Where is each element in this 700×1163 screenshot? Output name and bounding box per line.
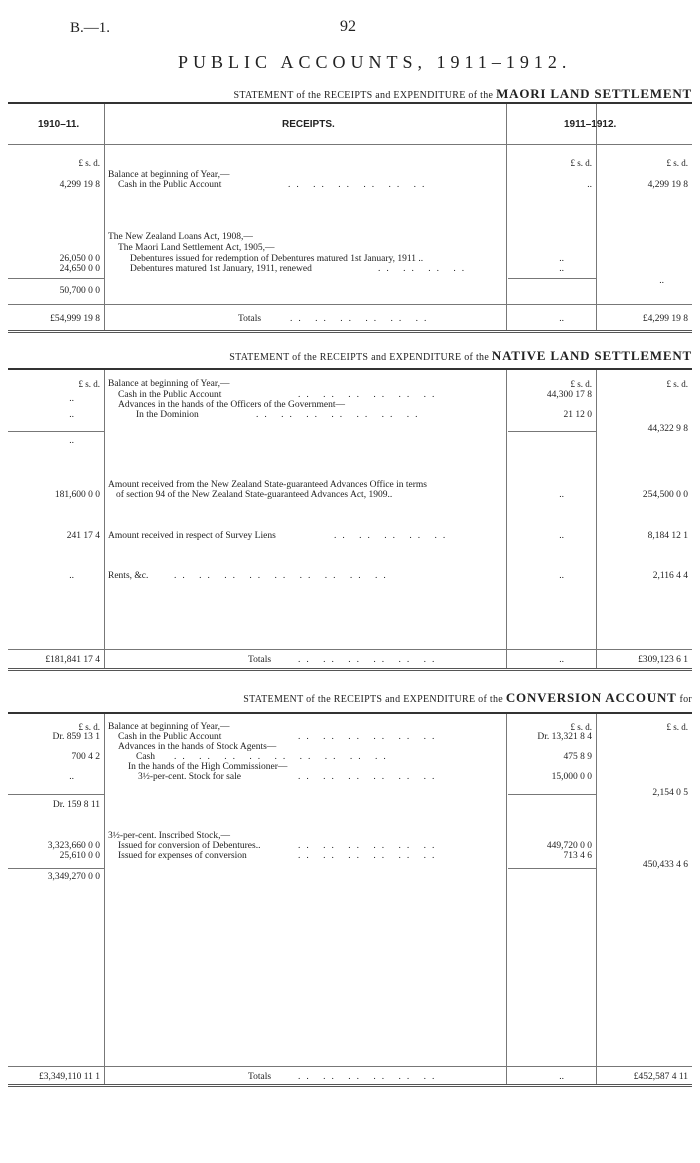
totals-label: Totals	[248, 655, 272, 665]
totals-total: £452,587 4 11	[633, 1072, 688, 1082]
balance-total: 44,322 9 8	[647, 424, 688, 434]
debentures-redemption-cur: ..	[559, 254, 564, 264]
dominion-cur: 21 12 0	[563, 410, 592, 420]
lsd-header-prev: £ s. d.	[78, 379, 100, 389]
rents-total: 2,116 4 4	[652, 571, 688, 581]
lsd-header-total: £ s. d.	[666, 379, 688, 389]
cash-prev: Dr. 859 13 1	[52, 732, 100, 742]
survey-liens-cur: ..	[559, 531, 564, 541]
totals-prev: £181,841 17 4	[45, 655, 100, 665]
rents-cur: ..	[559, 571, 564, 581]
balance-total: 2,154 0 5	[652, 788, 688, 798]
cash-label: Cash in the Public Account	[118, 180, 222, 190]
balance-label: Balance at beginning of Year,—	[108, 379, 230, 389]
native-statement-name: NATIVE LAND SETTLEMENT	[491, 348, 692, 363]
cash-cur: ..	[587, 180, 592, 190]
debentures-redemption-prev: 26,050 0 0	[59, 254, 100, 264]
survey-liens-label: Amount received in respect of Survey Liens	[108, 531, 276, 541]
totals-cur: ..	[559, 655, 564, 665]
maori-land-table: 1910–11. RECEIPTS. 1911–1912. £ s. d. £ s. d. £ s. d. Balance at beginning of Year,— 4,299 19 8 Cash in the Public Account .. .. .. .. .. .. .. 4,299 19 8 The New Zealand Loans Act, 1908,— The Maori Land Settlement Act, 1905,— Debentures issued for redemption of Debentures matured 1st January, 1911 .. 26,050 0 0 .. Debentures matured 1st January, 1911, renewed .. .. .. .. 24,650 0 0 .. 50,700 0 0 .. Totals .. .. .. .. .. .. £54,999 19 8 .. £4,299 19 8	[8, 102, 692, 331]
balance-subtotal-prev: Dr. 159 8 11	[52, 800, 100, 810]
balance-prev: 4,299 19 8	[59, 180, 100, 190]
col-header-1910-11: 1910–11.	[38, 119, 80, 130]
stock-for-sale-cur: 15,000 0 0	[551, 772, 592, 782]
lsd-header-total: £ s. d.	[666, 158, 688, 168]
conversion-debentures-label: Issued for conversion of Debentures..	[118, 841, 261, 851]
balance-label: Balance at beginning of Year,—	[108, 722, 230, 732]
conversion-expenses-label: Issued for expenses of conversion	[118, 851, 247, 861]
debentures-renewed-label: Debentures matured 1st January, 1911, renewed	[130, 264, 312, 274]
totals-label: Totals	[238, 314, 262, 324]
lsd-header-cur: £ s. d.	[570, 379, 592, 389]
advances-label: Advances in the hands of the Officers of the Government—	[118, 400, 345, 410]
agents-cash-prev: 700 4 2	[71, 752, 100, 762]
rents-prev: ..	[69, 571, 74, 581]
cash-prev: ..	[69, 394, 74, 404]
subtotal-prev: 50,700 0 0	[59, 286, 100, 296]
survey-liens-total: 8,184 12 1	[647, 531, 688, 541]
sgao-prev: 181,600 0 0	[54, 490, 100, 500]
lsd-header-prev: £ s. d.	[78, 722, 100, 732]
subtotal-total: ..	[659, 276, 664, 286]
native-land-table: £ s. d. Balance at beginning of Year,— £ s. d. £ s. d. Cash in the Public Account .. .. .. .. .. .. .. 44,300 17 8 Advances in the hands of the Officers of the Government— In the Dominion .. .. .. .. .. .. .. .. 21 12 0 .. 44,322 9 8 Amount received from the New Zealand State-guaranteed Advances Office in terms of section 94 of the New Zealand State-guaranteed Advances Act, 1909.. 181,600 0 0 .. 254,500 0 0 Amount received in respect of Survey Liens .. .. .. .. .. 241 17 4 .. 8,184 12 1 Rents, &c. .. .. .. .. .. .. .. .. .. .. .. 2,116 4 4 Totals .. .. .. .. .. .. £181,841 17 4 .. £309,123 6 1	[8, 368, 692, 669]
maori-statement-name: MAORI LAND SETTLEMENT	[496, 86, 692, 101]
maori-statement-title	[233, 86, 692, 102]
lsd-header-total: £ s. d.	[666, 722, 688, 732]
cash-label: Cash in the Public Account	[118, 732, 222, 742]
debentures-redemption-label: Debentures issued for redemption of Debentures matured 1st January, 1911 ..	[130, 254, 424, 264]
stock-for-sale-label: 3½-per-cent. Stock for sale	[138, 772, 241, 782]
dominion-label: In the Dominion	[136, 410, 199, 420]
sgao-total: 254,500 0 0	[642, 490, 688, 500]
cash-cur: Dr. 13,321 8 4	[537, 732, 592, 742]
conversion-expenses-cur: 713 4 6	[563, 851, 592, 861]
inscribed-stock-label: 3½-per-cent. Inscribed Stock,—	[108, 831, 230, 841]
totals-total: £309,123 6 1	[638, 655, 688, 665]
debentures-renewed-cur: ..	[559, 264, 564, 274]
lsd-header-cur: £ s. d.	[570, 158, 592, 168]
document-reference: B.—1.	[70, 20, 111, 36]
balance-subtotal-prev: ..	[69, 436, 74, 446]
conversion-debentures-cur: 449,720 0 0	[546, 841, 592, 851]
conversion-statement-suffix: for	[679, 694, 692, 705]
totals-prev: £3,349,110 11 1	[38, 1072, 100, 1082]
page-title: PUBLIC ACCOUNTS, 1911–1912.	[178, 52, 572, 72]
stock-agents-label: Advances in the hands of Stock Agents—	[118, 742, 277, 752]
native-statement-title	[229, 348, 692, 364]
col-header-receipts: RECEIPTS.	[282, 119, 335, 130]
sgao-label-1: Amount received from the New Zealand State-guaranteed Advances Office in terms	[108, 480, 428, 490]
totals-cur: ..	[559, 314, 564, 324]
dominion-prev: ..	[69, 410, 74, 420]
survey-liens-prev: 241 17 4	[66, 531, 100, 541]
conversion-statement-title	[243, 690, 692, 706]
cash-label: Cash in the Public Account	[118, 390, 222, 400]
conversion-statement-name: CONVERSION ACCOUNT	[505, 690, 677, 705]
totals-total: £4,299 19 8	[642, 314, 688, 324]
cash-cur: 44,300 17 8	[546, 390, 592, 400]
page-number: 92	[340, 18, 356, 35]
cash-total: 4,299 19 8	[647, 180, 688, 190]
balance-label: Balance at beginning of Year,—	[108, 170, 230, 180]
rents-label: Rents, &c.	[108, 571, 149, 581]
sgao-label-2: of section 94 of the New Zealand State-guaranteed Advances Act, 1909..	[116, 490, 393, 500]
high-commissioner-label: In the hands of the High Commissioner—	[128, 762, 288, 772]
conversion-debentures-prev: 3,323,660 0 0	[47, 841, 100, 851]
maori-act-label: The Maori Land Settlement Act, 1905,—	[118, 243, 275, 253]
totals-label: Totals	[248, 1072, 272, 1082]
agents-cash-cur: 475 8 9	[563, 752, 592, 762]
loans-act-label: The New Zealand Loans Act, 1908,—	[108, 232, 253, 242]
stock-for-sale-prev: ..	[69, 772, 74, 782]
totals-cur: ..	[559, 1072, 564, 1082]
inscribed-subtotal-prev: 3,349,270 0 0	[47, 872, 100, 882]
conversion-account-table: £ s. d. Balance at beginning of Year,— £ s. d. £ s. d. Cash in the Public Account .. .. .. .. .. .. Dr. 859 13 1 Dr. 13,321 8 4 Advances in the hands of Stock Agents— Cash .. .. .. .. .. .. .. .. .. 700 4 2 475 8 9 In the hands of the High Commissioner— 3½-per-cent. Stock for sale .. .. .. .. .. .. .. 15,000 0 0 Dr. 159 8 11 2,154 0 5 3½-per-cent. Inscribed Stock,— Issued for conversion of Debentures.. .. .. .. .. .. .. 3,323,660 0 0 449,720 0 0 Issued for expenses of conversion .. .. .. .. .. .. 25,610 0 0 713 4 6 3,349,270 0 0 450,433 4 6 Totals .. .. .. .. .. .. £3,349,110 11 1 .. £452,587 4 11	[8, 712, 692, 1085]
lsd-header-prev: £ s. d.	[78, 158, 100, 168]
debentures-renewed-prev: 24,650 0 0	[59, 264, 100, 274]
inscribed-total: 450,433 4 6	[642, 860, 688, 870]
totals-prev: £54,999 19 8	[50, 314, 100, 324]
maori-statement-prefix: STATEMENT of the RECEIPTS and EXPENDITURE of the	[233, 90, 494, 101]
conversion-expenses-prev: 25,610 0 0	[59, 851, 100, 861]
agents-cash-label: Cash	[136, 752, 155, 762]
lsd-header-cur: £ s. d.	[570, 722, 592, 732]
conversion-statement-prefix: STATEMENT of the RECEIPTS and EXPENDITURE of the	[243, 694, 504, 705]
native-statement-prefix: STATEMENT of the RECEIPTS and EXPENDITURE of the	[229, 352, 490, 363]
sgao-cur: ..	[559, 490, 564, 500]
col-header-1911-1912: 1911–1912.	[564, 119, 617, 130]
